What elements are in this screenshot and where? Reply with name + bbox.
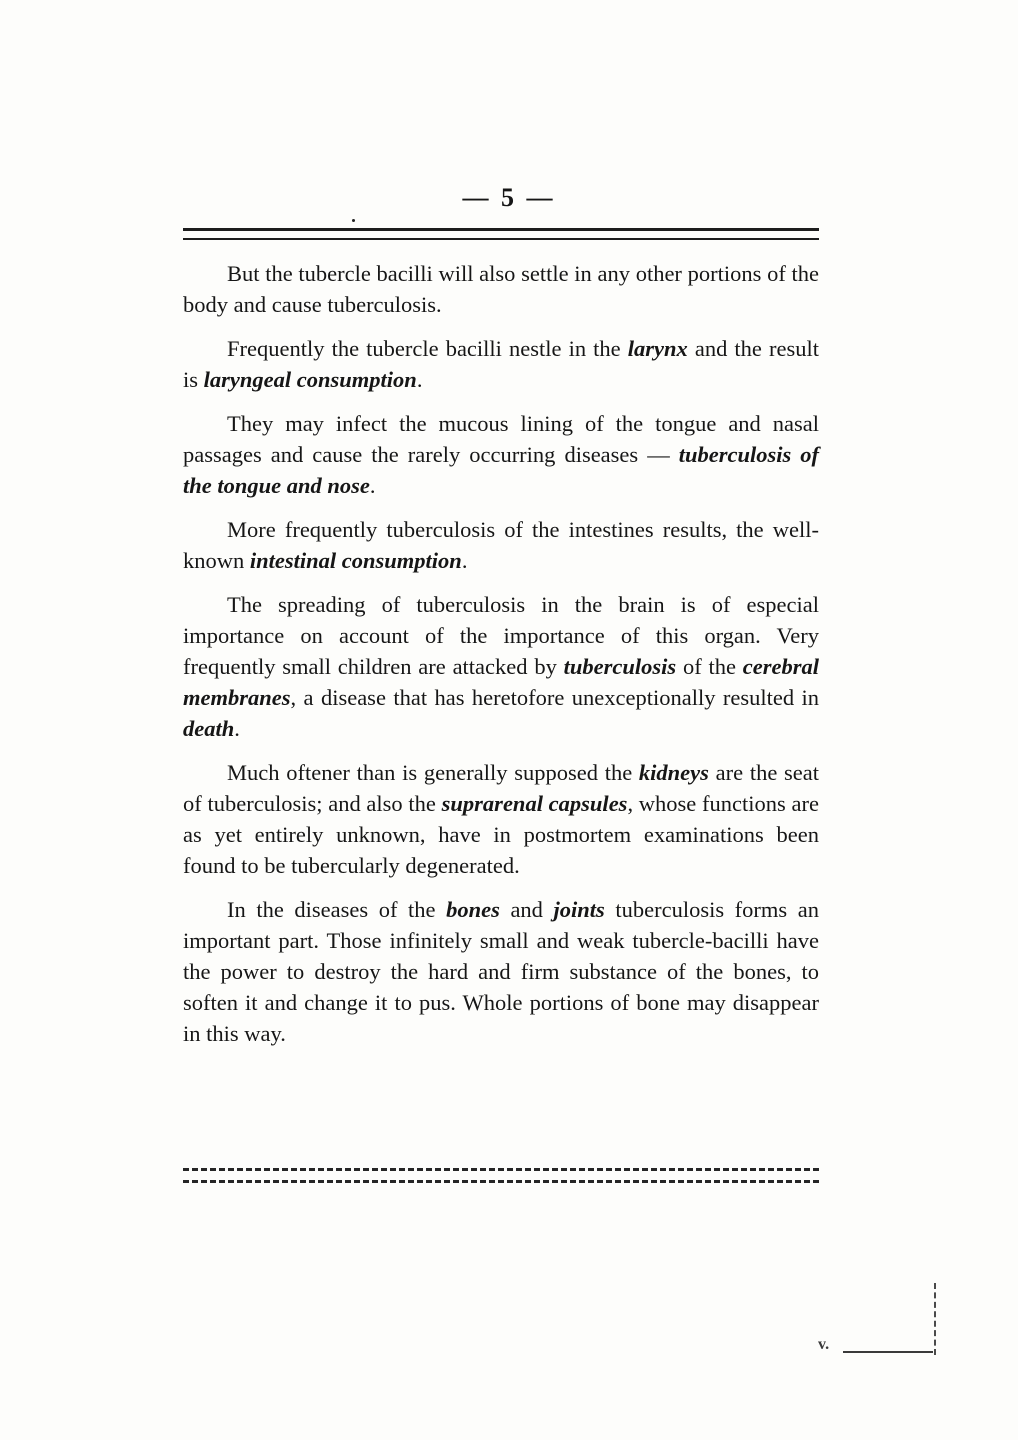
corner-mark: v. bbox=[818, 1336, 830, 1353]
emphasized-term: intestinal consumption bbox=[249, 548, 462, 573]
text-run: . bbox=[234, 716, 240, 741]
text-run: In the diseases of the bbox=[227, 897, 447, 922]
paragraph bbox=[183, 894, 819, 1049]
emphasized-term: tuberculosis bbox=[563, 654, 677, 679]
emphasized-term: cerebral membranes bbox=[183, 654, 820, 710]
corner-rule bbox=[843, 1351, 933, 1353]
emphasized-term: bones bbox=[446, 897, 500, 922]
paragraph bbox=[183, 589, 819, 744]
page-number: — 5 — bbox=[462, 183, 556, 212]
paragraph bbox=[183, 408, 819, 501]
emphasized-term: suprarenal capsules bbox=[441, 791, 628, 816]
text-run: More frequently tuberculosis of the intestines results, the well-known bbox=[183, 517, 819, 573]
margin-crease-line bbox=[934, 1283, 936, 1355]
emphasized-term: larynx bbox=[627, 336, 688, 361]
text-run: Frequently the tubercle bacilli nestle in the bbox=[227, 336, 628, 361]
text-run: Much oftener than is generally supposed the bbox=[227, 760, 639, 785]
text-run: . bbox=[416, 367, 423, 392]
text-run: , a disease that has heretofore unexceptionally resulted in bbox=[290, 685, 819, 710]
paragraph bbox=[183, 258, 819, 320]
emphasized-term: death bbox=[183, 716, 235, 741]
emphasized-term: joints bbox=[553, 897, 605, 922]
text-run: . bbox=[461, 548, 468, 573]
emphasized-term: kidneys bbox=[638, 760, 709, 785]
emphasized-term: laryngeal consumption bbox=[203, 367, 417, 392]
text-run: They may infect the mucous lining of the tongue and nasal passages and cause the rarely occurring diseases — bbox=[183, 411, 819, 467]
emphasized-term: tuberculosis of the tongue and nose bbox=[183, 442, 820, 498]
paragraph bbox=[183, 757, 819, 881]
top-double-rule bbox=[183, 228, 819, 240]
text-run: , whose functions are as yet entirely unknown, have in postmortem examinations been found to be tubercularly degenerated. bbox=[183, 791, 819, 878]
bottom-double-rule bbox=[183, 1168, 819, 1183]
text-run: tuberculosis forms an important part. Those infinitely small and weak tubercle-bacilli have the power to destroy the hard and firm substance of the bones, to soften it and change it to pus. Whole portions of bone may disappear in this way. bbox=[183, 897, 819, 1046]
paragraph bbox=[183, 514, 819, 576]
text-run: and bbox=[499, 897, 554, 922]
text-run: But the tubercle bacilli will also settle in any other portions of the body and cause tuberculosis. bbox=[183, 261, 819, 317]
text-run: and the result is bbox=[183, 336, 819, 392]
text-run: . bbox=[369, 473, 376, 498]
text-run: of the bbox=[676, 654, 743, 679]
text-run: The spreading of tuberculosis in the brain is of especial importance on account of the importance of this organ. Very frequently small children are attacked by bbox=[183, 592, 819, 679]
paragraph bbox=[183, 333, 819, 395]
text-run: are the seat of tuberculosis; and also the bbox=[183, 760, 820, 816]
body-text bbox=[183, 258, 819, 1062]
ink-dot bbox=[352, 219, 355, 222]
